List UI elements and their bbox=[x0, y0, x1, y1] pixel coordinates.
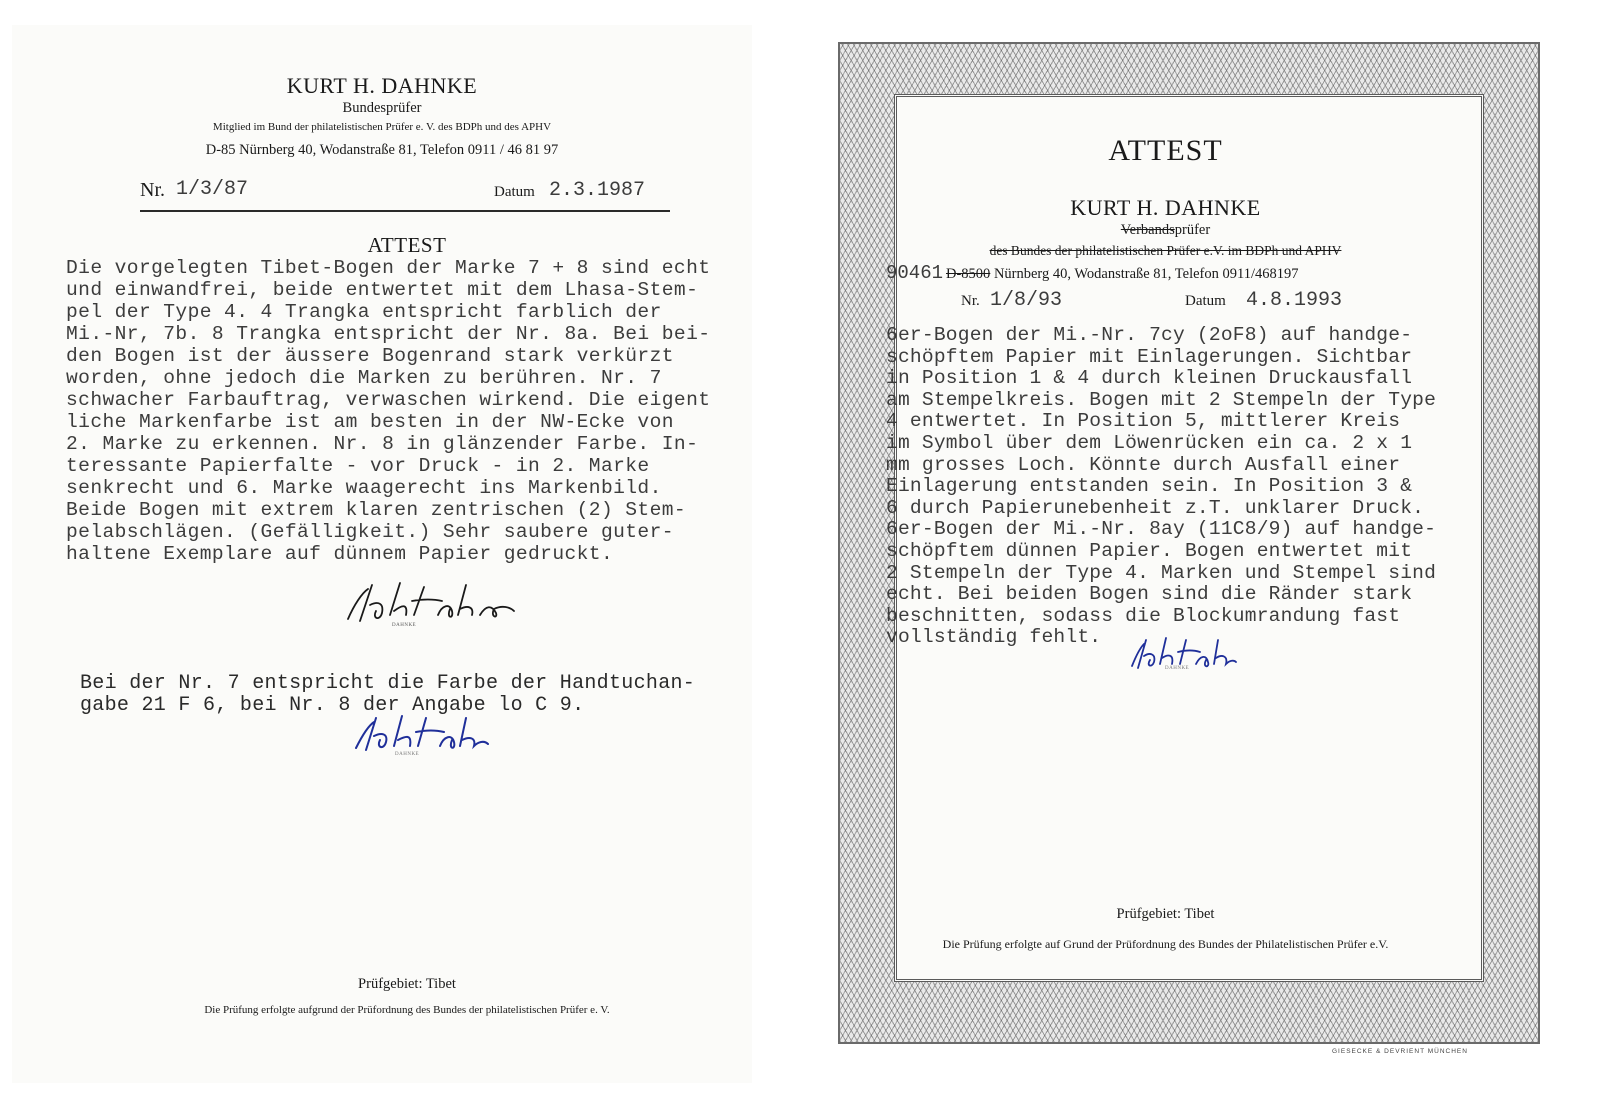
body-line: am Stempelkreis. Bogen mit 2 Stempeln der Type bbox=[886, 388, 1437, 411]
body-line: 2. Marke zu erkennen. Nr. 8 in glänzender Farbe. In- bbox=[66, 433, 699, 455]
association-struck: des Bundes der philatelistischen Prüfer e.V. im BDPh und APHV bbox=[989, 243, 1342, 258]
body-line: teressante Papierfalte - vor Druck - in 2. Marke bbox=[66, 455, 650, 477]
datum-value: 2.3.1987 bbox=[549, 179, 646, 202]
examiner-role: Bundesprüfer bbox=[342, 100, 422, 116]
certificate-1993 bbox=[838, 42, 1540, 1055]
address-text: Nürnberg 40, Wodanstraße 81, Telefon 0911/468197 bbox=[993, 266, 1299, 282]
body-line: Mi.-Nr, 7b. 8 Trangka entspricht der Nr. 8a. Bei bei- bbox=[66, 323, 711, 345]
signature-stamp: DAHNKE bbox=[1165, 666, 1190, 671]
body-line: den Bogen ist der äussere Bogenrand stark verkürzt bbox=[66, 345, 674, 367]
body-line: pel der Type 4. 4 Trangka entspricht farblich der bbox=[66, 301, 662, 323]
body-line: Einlagerung entstanden sein. In Position 3 & bbox=[886, 475, 1413, 498]
test-area: Prüfgebiet: Tibet bbox=[1116, 906, 1215, 922]
rules-line: Die Prüfung erfolgte auf Grund der Prüfordnung des Bundes der Philatelistischen Prüfer e.V. bbox=[942, 937, 1389, 951]
addendum-line: Bei der Nr. 7 entspricht die Farbe der Handtuchan- bbox=[80, 672, 696, 695]
body-line: worden, ohne jedoch die Marken zu berühren. Nr. 7 bbox=[66, 367, 662, 389]
certificate-1987 bbox=[12, 25, 752, 1083]
signature-blue bbox=[352, 710, 492, 758]
postcode-struck: D-8500 bbox=[946, 266, 991, 282]
body-line: Beide Bogen mit extrem klaren zentrischen (2) Stem- bbox=[66, 499, 687, 521]
body-line: 6er-Bogen der Mi.-Nr. 8ay (11C8/9) auf handge- bbox=[886, 518, 1437, 541]
examiner-name: KURT H. DAHNKE bbox=[286, 73, 478, 98]
role-rest: prüfer bbox=[1174, 222, 1211, 238]
body-line: 4 entwertet. In Position 5, mittlerer Kreis bbox=[886, 410, 1401, 433]
body-line: und einwandfrei, beide entwertet mit dem Lhasa-Stem- bbox=[66, 279, 699, 301]
test-area: Prüfgebiet: Tibet bbox=[358, 976, 456, 992]
body-line: schöpftem Papier mit Einlagerungen. Sichtbar bbox=[886, 345, 1413, 368]
body-line: schwacher Farbauftrag, verwaschen wirkend. Die eigent bbox=[66, 389, 711, 411]
rules-line: Die Prüfung erfolgte aufgrund der Prüfordnung des Bundes der philatelistischen Prüfer e. V. bbox=[204, 1004, 610, 1016]
membership-line: Mitglied im Bund der philatelistischen Prüfer e. V. des BDPh und des APHV bbox=[212, 121, 552, 133]
signature bbox=[342, 575, 522, 635]
nr-label: Nr. bbox=[961, 293, 980, 309]
body-line: 6 durch Papierunebenheit z.T. unklarer Druck. bbox=[886, 496, 1425, 519]
header-divider bbox=[140, 210, 670, 212]
nr-label: Nr. bbox=[140, 179, 165, 201]
body-line: Die vorgelegten Tibet-Bogen der Marke 7 + 8 sind echt bbox=[66, 257, 711, 279]
examiner-name: KURT H. DAHNKE bbox=[1070, 195, 1261, 220]
attest-title: ATTEST bbox=[367, 233, 447, 257]
body-line: in Position 1 & 4 durch kleinen Druckausfall bbox=[886, 367, 1413, 390]
role-struck: Verbands bbox=[1120, 222, 1175, 238]
signature-stamp: DAHNKE bbox=[395, 752, 420, 757]
datum-label: Datum bbox=[1185, 293, 1226, 309]
addendum-line: gabe 21 F 6, bei Nr. 8 der Angabe lo C 9. bbox=[80, 694, 585, 717]
body-line: mm grosses Loch. Könnte durch Ausfall einer bbox=[886, 453, 1401, 476]
examiner-role bbox=[838, 222, 1493, 239]
printer-imprint: GIESECKE & DEVRIENT MÜNCHEN bbox=[1332, 1048, 1468, 1055]
body-line: senkrecht und 6. Marke waagerecht ins Markenbild. bbox=[66, 477, 662, 499]
datum-label: Datum bbox=[494, 184, 535, 200]
nr-value: 1/3/87 bbox=[176, 178, 249, 201]
nr-value: 1/8/93 bbox=[990, 289, 1063, 312]
address-line: D-85 Nürnberg 40, Wodanstraße 81, Telefon 0911 / 46 81 97 bbox=[205, 142, 559, 158]
body-line: liche Markenfarbe ist am besten in der NW-Ecke von bbox=[66, 411, 674, 433]
signature-stamp: DAHNKE bbox=[392, 623, 417, 628]
attest-title: ATTEST bbox=[1108, 134, 1223, 167]
body-line: vollständig fehlt. bbox=[886, 626, 1102, 649]
datum-value: 4.8.1993 bbox=[1246, 289, 1343, 312]
body-line: im Symbol über dem Löwenrücken ein ca. 2 x 1 bbox=[886, 432, 1413, 454]
postcode-handwritten: 90461 bbox=[886, 262, 944, 284]
body-line: haltene Exemplare auf dünnem Papier gedruckt. bbox=[66, 543, 614, 565]
body-line: echt. Bei beiden Bogen sind die Ränder stark bbox=[886, 583, 1413, 606]
body-line: beschnitten, sodass die Blockumrandung fast bbox=[886, 604, 1401, 627]
body-line: schöpftem dünnen Papier. Bogen entwertet mit bbox=[886, 540, 1413, 562]
body-line: pelabschlägen. (Gefälligkeit.) Sehr saubere guter- bbox=[66, 521, 674, 543]
body-line: 6er-Bogen der Mi.-Nr. 7cy (2oF8) auf handge- bbox=[886, 324, 1413, 346]
body-line: 2 Stempeln der Type 4. Marken und Stempel sind bbox=[886, 561, 1437, 584]
address-line bbox=[946, 266, 1299, 283]
